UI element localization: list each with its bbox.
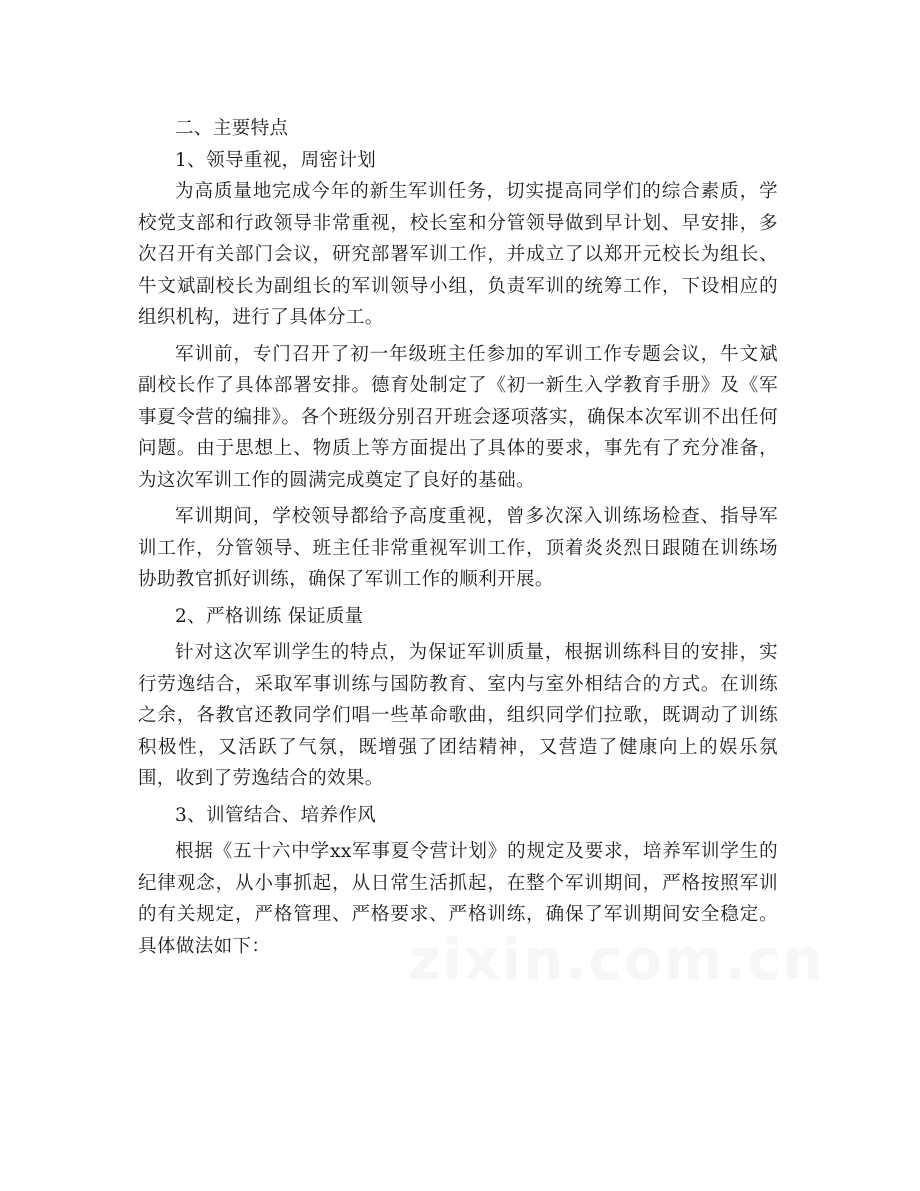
document-body — [138, 113, 778, 962]
subsection-heading: 1、领导重视，周密计划 — [175, 149, 377, 171]
paragraph: 根据《五十六中学xx军事夏令营计划》的规定及要求，培养军训学生的纪律观念，从小事抓起，从日常生活抓起，在整个军训期间，严格按照军训的有关规定，严格管理、严格要求、严格训练，确保了军训期间安全稳定。具体做法如下： — [138, 841, 778, 957]
paragraph: 为高质量地完成今年的新生军训任务，切实提高同学们的综合素质，学校党支部和行政领导非常重视，校长室和分管领导做到早计划、早安排，多次召开有关部门会议，研究部署军训工作，并成立了以郑开元校长为组长、牛文斌副校长为副组长的军训领导小组，负责军训的统筹工作，下设相应的组织机构，进行了具体分工。 — [138, 181, 778, 328]
paragraph: 针对这次军训学生的特点，为保证军训质量，根据训练科目的安排，实行劳逸结合，采取军事训练与国防教育、室内与室外相结合的方式。在训练之余，各教官还教同学们唱一些革命歌曲，组织同学们拉歌，既调动了训练积极性，又活跃了气氛，既增强了团结精神，又营造了健康向上的娱乐氛围，收到了劳逸结合的效果。 — [138, 642, 778, 789]
watermark: zixin.com.cn — [408, 928, 825, 993]
subsection-heading: 3、训管结合、培养作风 — [175, 804, 377, 826]
paragraph: 军训期间，学校领导都给予高度重视，曾多次深入训练场检查、指导军训工作，分管领导、班主任非常重视军训工作，顶着炎炎烈日跟随在训练场协助教官抓好训练，确保了军训工作的顺利开展。 — [138, 506, 778, 590]
paragraph: 军训前，专门召开了初一年级班主任参加的军训工作专题会议，牛文斌副校长作了具体部署安排。德育处制定了《初一新生入学教育手册》及《军事夏令营的编排》。各个班级分别召开班会逐项落实，确保本次军训不出任何问题。由于思想上、物质上等方面提出了具体的要求，事先有了充分准备，为这次军训工作的圆满完成奠定了良好的基础。 — [138, 343, 778, 491]
subsection-heading: 2、严格训练 保证质量 — [175, 605, 364, 627]
section-heading: 二、主要特点 — [175, 118, 289, 139]
